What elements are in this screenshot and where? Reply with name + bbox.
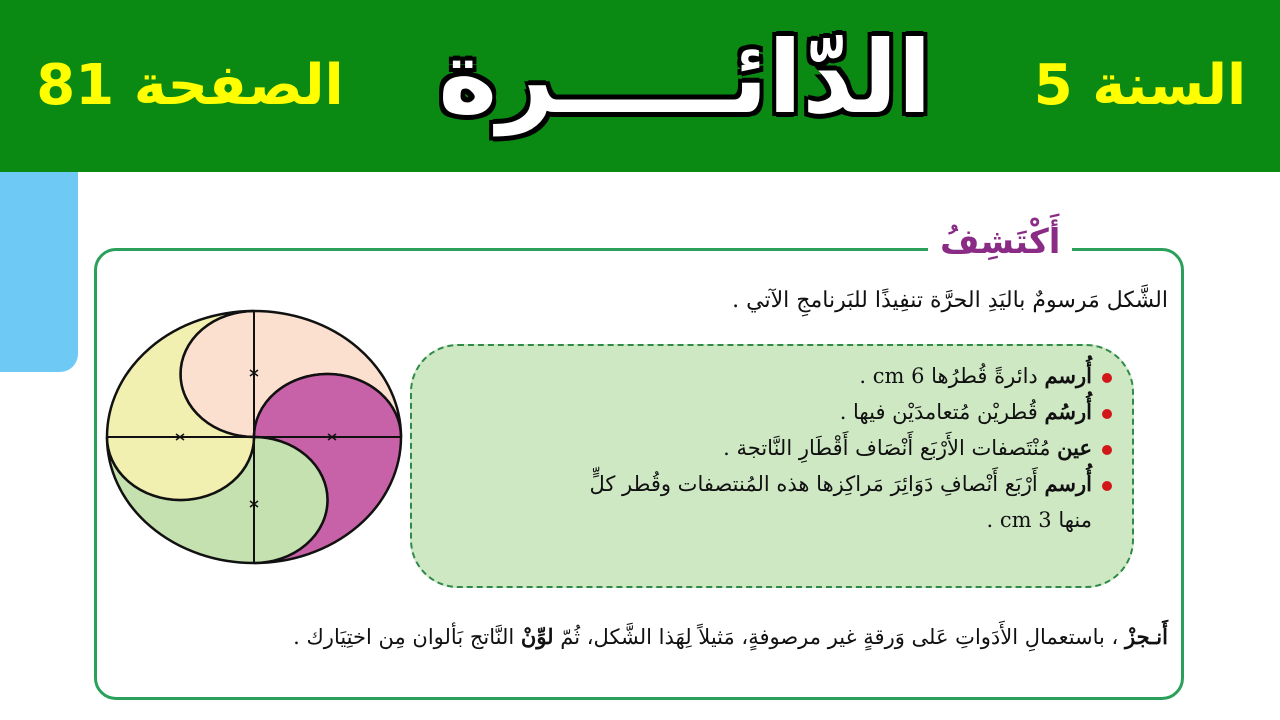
pinwheel-circle-figure — [100, 305, 410, 575]
bullet-icon — [1102, 481, 1112, 491]
step-item: أُرسم أَرْبَع أَنْصافِ دَوَائِرَ مَراكِزها هذه المُنتصفات وقُطر كلٍّ — [412, 466, 1112, 502]
bullet-icon — [1102, 409, 1112, 419]
task-text: أَنـجزْ ، باستعمالِ الأَدَواتِ عَلى وَرقةٍ غير مرصوفةٍ، مَثيلاً لِهَذا الشَّكل، ثُمّ لوِّنْ النَّاتج بَألوان مِن اختِيَارك . — [293, 624, 1168, 649]
step-continuation: منها 3 cm . — [986, 508, 1092, 532]
page-number-label: الصفحة 81 — [36, 53, 344, 118]
title-banner — [0, 0, 1280, 172]
step-item: أُرسُم قُطريْن مُتعامدَيْن فيها . — [412, 394, 1112, 430]
intro-text: الشَّكل مَرسومٌ باليَدِ الحرَّة تنفِيذًا للبَرنامجِ الآتي . — [732, 288, 1168, 313]
section-heading: أَكْتَشِفُ — [928, 222, 1072, 263]
bullet-icon — [1102, 373, 1112, 383]
steps-list — [412, 358, 1112, 538]
lesson-title: الدّائـــــرة — [438, 19, 932, 136]
side-tab-decoration — [0, 172, 78, 372]
step-item: أُرسم دائرةً قُطرُها 6 cm . — [412, 358, 1112, 394]
step-item: عين مُنْتَصفات الأَرْبَع أَنْصَاف أَقْطَارِ النَّاتجة . — [412, 430, 1112, 466]
grade-label: السنة 5 — [1033, 53, 1247, 118]
bullet-icon — [1102, 445, 1112, 455]
